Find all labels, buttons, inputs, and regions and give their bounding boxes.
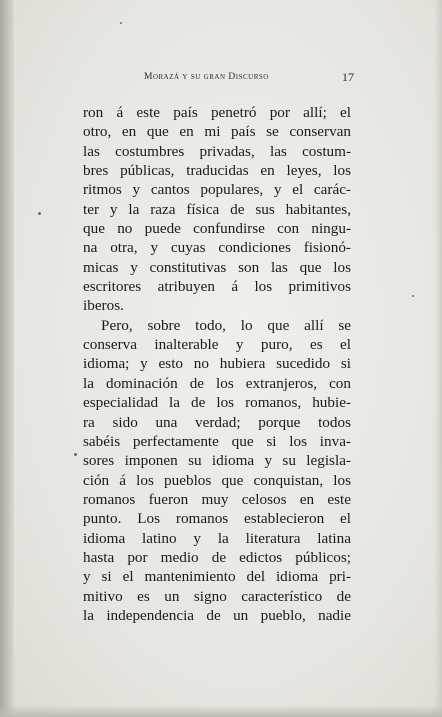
text-line: escritores atribuyen á los primitivos [83,278,351,296]
text-line: idioma; y esto no hubiera sucedido si [83,355,351,373]
text-line: conserva inalterable y puro, es el [83,336,351,354]
text-line: iberos. [83,297,124,315]
text-line: ter y la raza física de sus habitantes, [83,200,351,218]
text-line: micas y constitutivas son las que los [83,258,351,276]
text-line: especialidad la de los romanos, hubie- [83,394,351,412]
text-line: na otra, y cuyas condiciones fisionó- [83,239,351,257]
paper-speck [38,212,41,215]
page-bottom-edge [0,705,442,717]
paper-speck [412,295,414,297]
text-line: ritmos y cantos populares, y el carác- [83,181,351,199]
text-line: sabéis perfectamente que si los inva- [83,432,351,450]
paper-speck [120,22,122,24]
text-line: mitivo es un signo característico de [83,587,351,605]
paper-speck [74,453,77,456]
text-line: ción á los pueblos que conquistan, los [83,471,351,489]
page-gutter-shadow [0,0,14,717]
text-line: la dominación de los extranjeros, con [83,374,351,392]
page-right-edge [434,0,442,717]
text-line: bres públicas, traducidas en leyes, los [83,162,351,180]
text-line: otro, en que en mi país se conservan [83,123,351,141]
text-line: romanos fueron muy celosos en este [83,490,351,508]
text-line: ron á este país penetró por allí; el [83,104,351,121]
text-line: idioma latino y la literatura latina [83,529,351,547]
text-line: y si el mantenimiento del idioma pri- [83,568,351,586]
text-line: hasta por medio de edictos públicos; [83,548,351,566]
running-head-title: Morazá y su gran Discurso [144,72,269,82]
text-line: las costumbres privadas, las costum- [83,142,351,160]
text-line: la independencia de un pueblo, nadie [83,606,351,624]
body-text [83,103,351,625]
text-line: que no puede confundirse con ningu- [83,220,351,238]
text-line: punto. Los romanos establecieron el [83,510,351,528]
running-head [82,70,354,86]
text-line: Pero, sobre todo, lo que allí se [101,316,351,334]
text-line: sores imponen su idioma y su legisla- [83,452,351,470]
text-line: ra sido una verdad; porque todos [83,413,351,431]
page-number: 17 [342,70,354,84]
